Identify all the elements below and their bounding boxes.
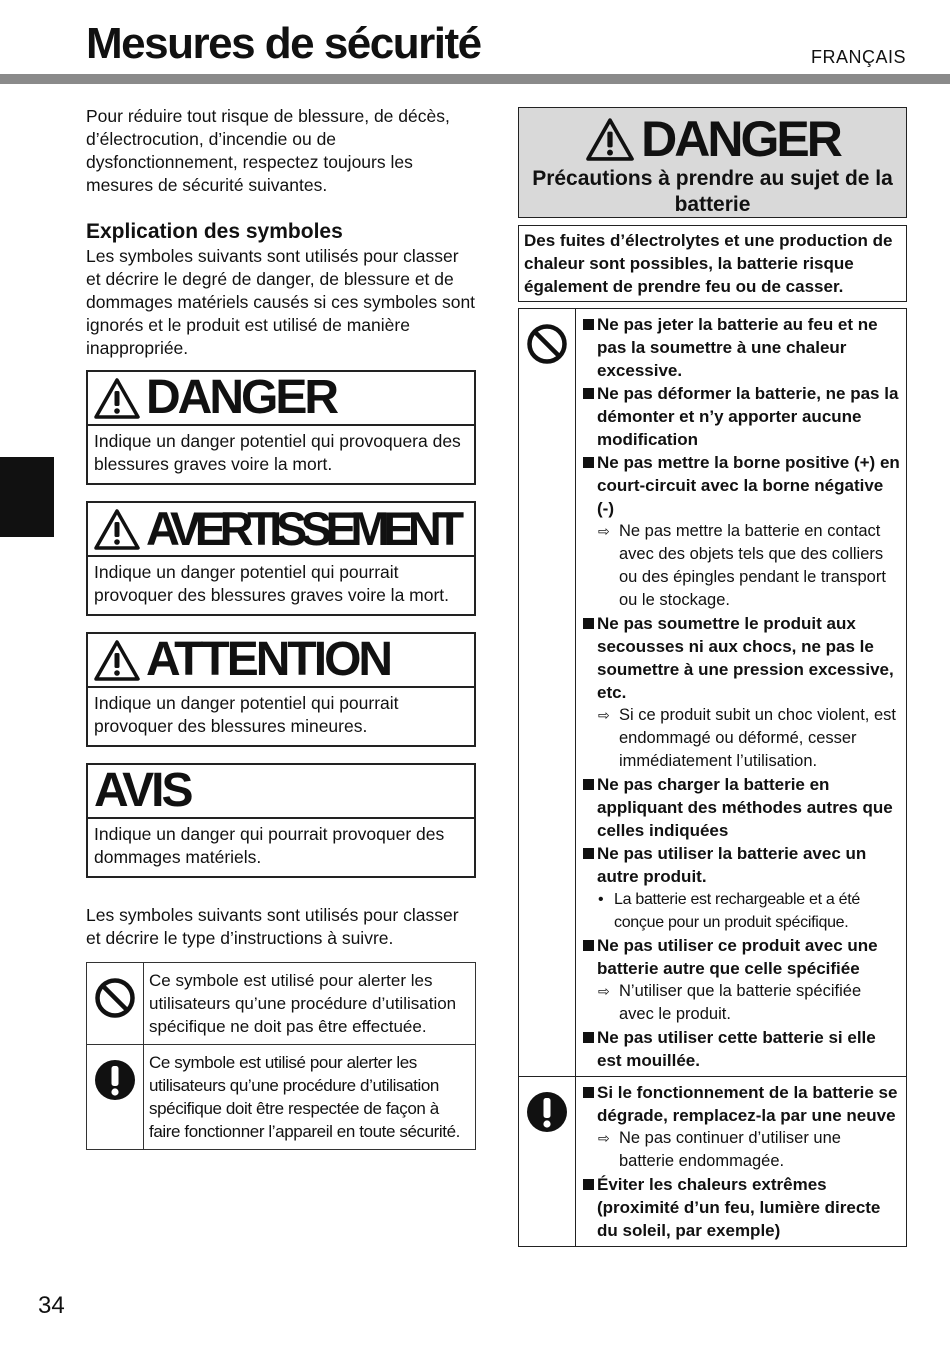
arrow-icon: ⇨ [598,1130,610,1146]
level-description: Indique un danger potentiel qui pourrait provoquer des blessures mineures. [94,693,399,736]
level-avertissement [86,501,476,616]
rule-item: Ne pas déformer la batterie, ne pas la démonter et n’y apporter aucune modification [582,382,900,451]
mandatory-action-icon [94,1059,136,1101]
level-description: Indique un danger potentiel qui pourrait provoquer des blessures graves voire la mort. [94,562,450,605]
rule-item: Ne pas utiliser ce produit avec une batterie autre que celle spécifiée [582,934,900,980]
level-attention [86,632,476,747]
warning-triangle-icon [94,508,140,550]
rule-item: Ne pas utiliser cette batterie si elle est mouillée. [582,1026,900,1072]
rule-item: Ne pas charger la batterie en appliquant des méthodes autres que celles indiquées [582,773,900,842]
instruction-symbols-table [86,962,476,1150]
arrow-icon: ⇨ [598,983,610,999]
level-avis [86,763,476,878]
mandatory-group [519,1077,906,1246]
battery-rules-table [518,308,907,1247]
rule-item: Ne pas mettre la borne positive (+) en court-circuit avec la borne négative (-) [582,451,900,520]
page-number: 34 [38,1292,65,1319]
rule-note: ⇨ N’utiliser que la batterie spécifiée avec le produit. [598,982,862,1023]
arrow-icon: ⇨ [598,523,610,539]
right-column [518,107,907,1247]
danger-intro: Des fuites d’électrolytes et une production de chaleur sont possibles, la batterie risque également de prendre feu ou de casser. [518,225,907,302]
rule-item: Si le fonctionnement de la batterie se dégrade, remplacez-la par une neuve [582,1081,900,1127]
level-word: DANGER [146,371,337,424]
arrow-icon: ⇨ [598,707,610,723]
prohibition-group [519,309,906,1077]
symbol-row-prohibition [87,963,475,1045]
warning-triangle-icon [585,117,635,161]
rule-note: ⇨ Ne pas mettre la batterie en contact avec des objets tels que des colliers ou des épingles pendant le transport ou le stockage. [598,522,886,609]
warning-triangle-icon [94,377,140,419]
mandatory-action-icon [526,1091,568,1133]
language-label: FRANÇAIS [810,47,906,67]
symbol-description: Ce symbole est utilisé pour alerter les utilisateurs qu’une procédure d’utilisation spécifique doit être respectée de façon à faire fonctionner l’appareil en toute sécurité. [149,1053,461,1141]
instruction-intro: Les symboles suivants sont utilisés pour classer et décrire le type d’instructions à suivre. [86,905,459,948]
level-word: AVERTISSEMENT [146,502,458,555]
symbol-description: Ce symbole est utilisé pour alerter les utilisateurs qu’une procédure d’utilisation spécifique ne doit pas être effectuée. [149,971,457,1036]
level-word: AVIS [94,764,191,817]
level-description: Indique un danger potentiel qui provoquera des blessures graves voire la mort. [94,431,461,474]
danger-word: DANGER [641,111,840,167]
rule-item: Ne pas soumettre le produit aux secousses ni aux chocs, ne pas le soumettre à une pression excessive, etc. [582,612,900,704]
prohibition-icon [526,323,568,365]
left-column [86,105,476,1150]
rule-item: Éviter les chaleurs extrêmes (proximité d’un feu, lumière directe du soleil, par exemple) [582,1173,900,1242]
rule-item: Ne pas utiliser la batterie avec un autre produit. [582,842,900,888]
rule-item: Ne pas jeter la batterie au feu et ne pas la soumettre à une chaleur excessive. [582,313,900,382]
rule-bullet: • La batterie est rechargeable et a été conçue pour un produit spécifique. [598,891,860,931]
danger-subtitle: Précautions à prendre au sujet de la batterie [532,167,893,216]
section-tab-marker [0,457,54,537]
title-rule [0,74,950,84]
page-title: Mesures de sécurité [86,19,481,68]
symbols-heading: Explication des symboles [86,220,343,243]
danger-banner [518,107,907,218]
level-word: ATTENTION [146,633,391,686]
level-description: Indique un danger qui pourrait provoquer des dommages matériels. [94,824,445,867]
rule-note: ⇨ Si ce produit subit un choc violent, est endommagé ou déformé, cesser immédiatement l’utilisation. [598,706,896,770]
symbol-row-mandatory [87,1045,475,1149]
warning-triangle-icon [94,639,140,681]
prohibition-icon [94,977,136,1019]
symbols-paragraph: Les symboles suivants sont utilisés pour classer et décrire le degré de danger, de blessure et de dommages matériels causés si ces symboles sont ignorés et le produit est utilisé de manière inappropriée. [86,246,476,358]
rule-note: ⇨ Ne pas continuer d’utiliser une batterie endommagée. [598,1129,841,1170]
level-danger [86,370,476,485]
intro-paragraph: Pour réduire tout risque de blessure, de décès, d’électrocution, d’incendie ou de dysfonctionnement, respectez toujours les mesures de sécurité suivantes. [86,106,450,195]
